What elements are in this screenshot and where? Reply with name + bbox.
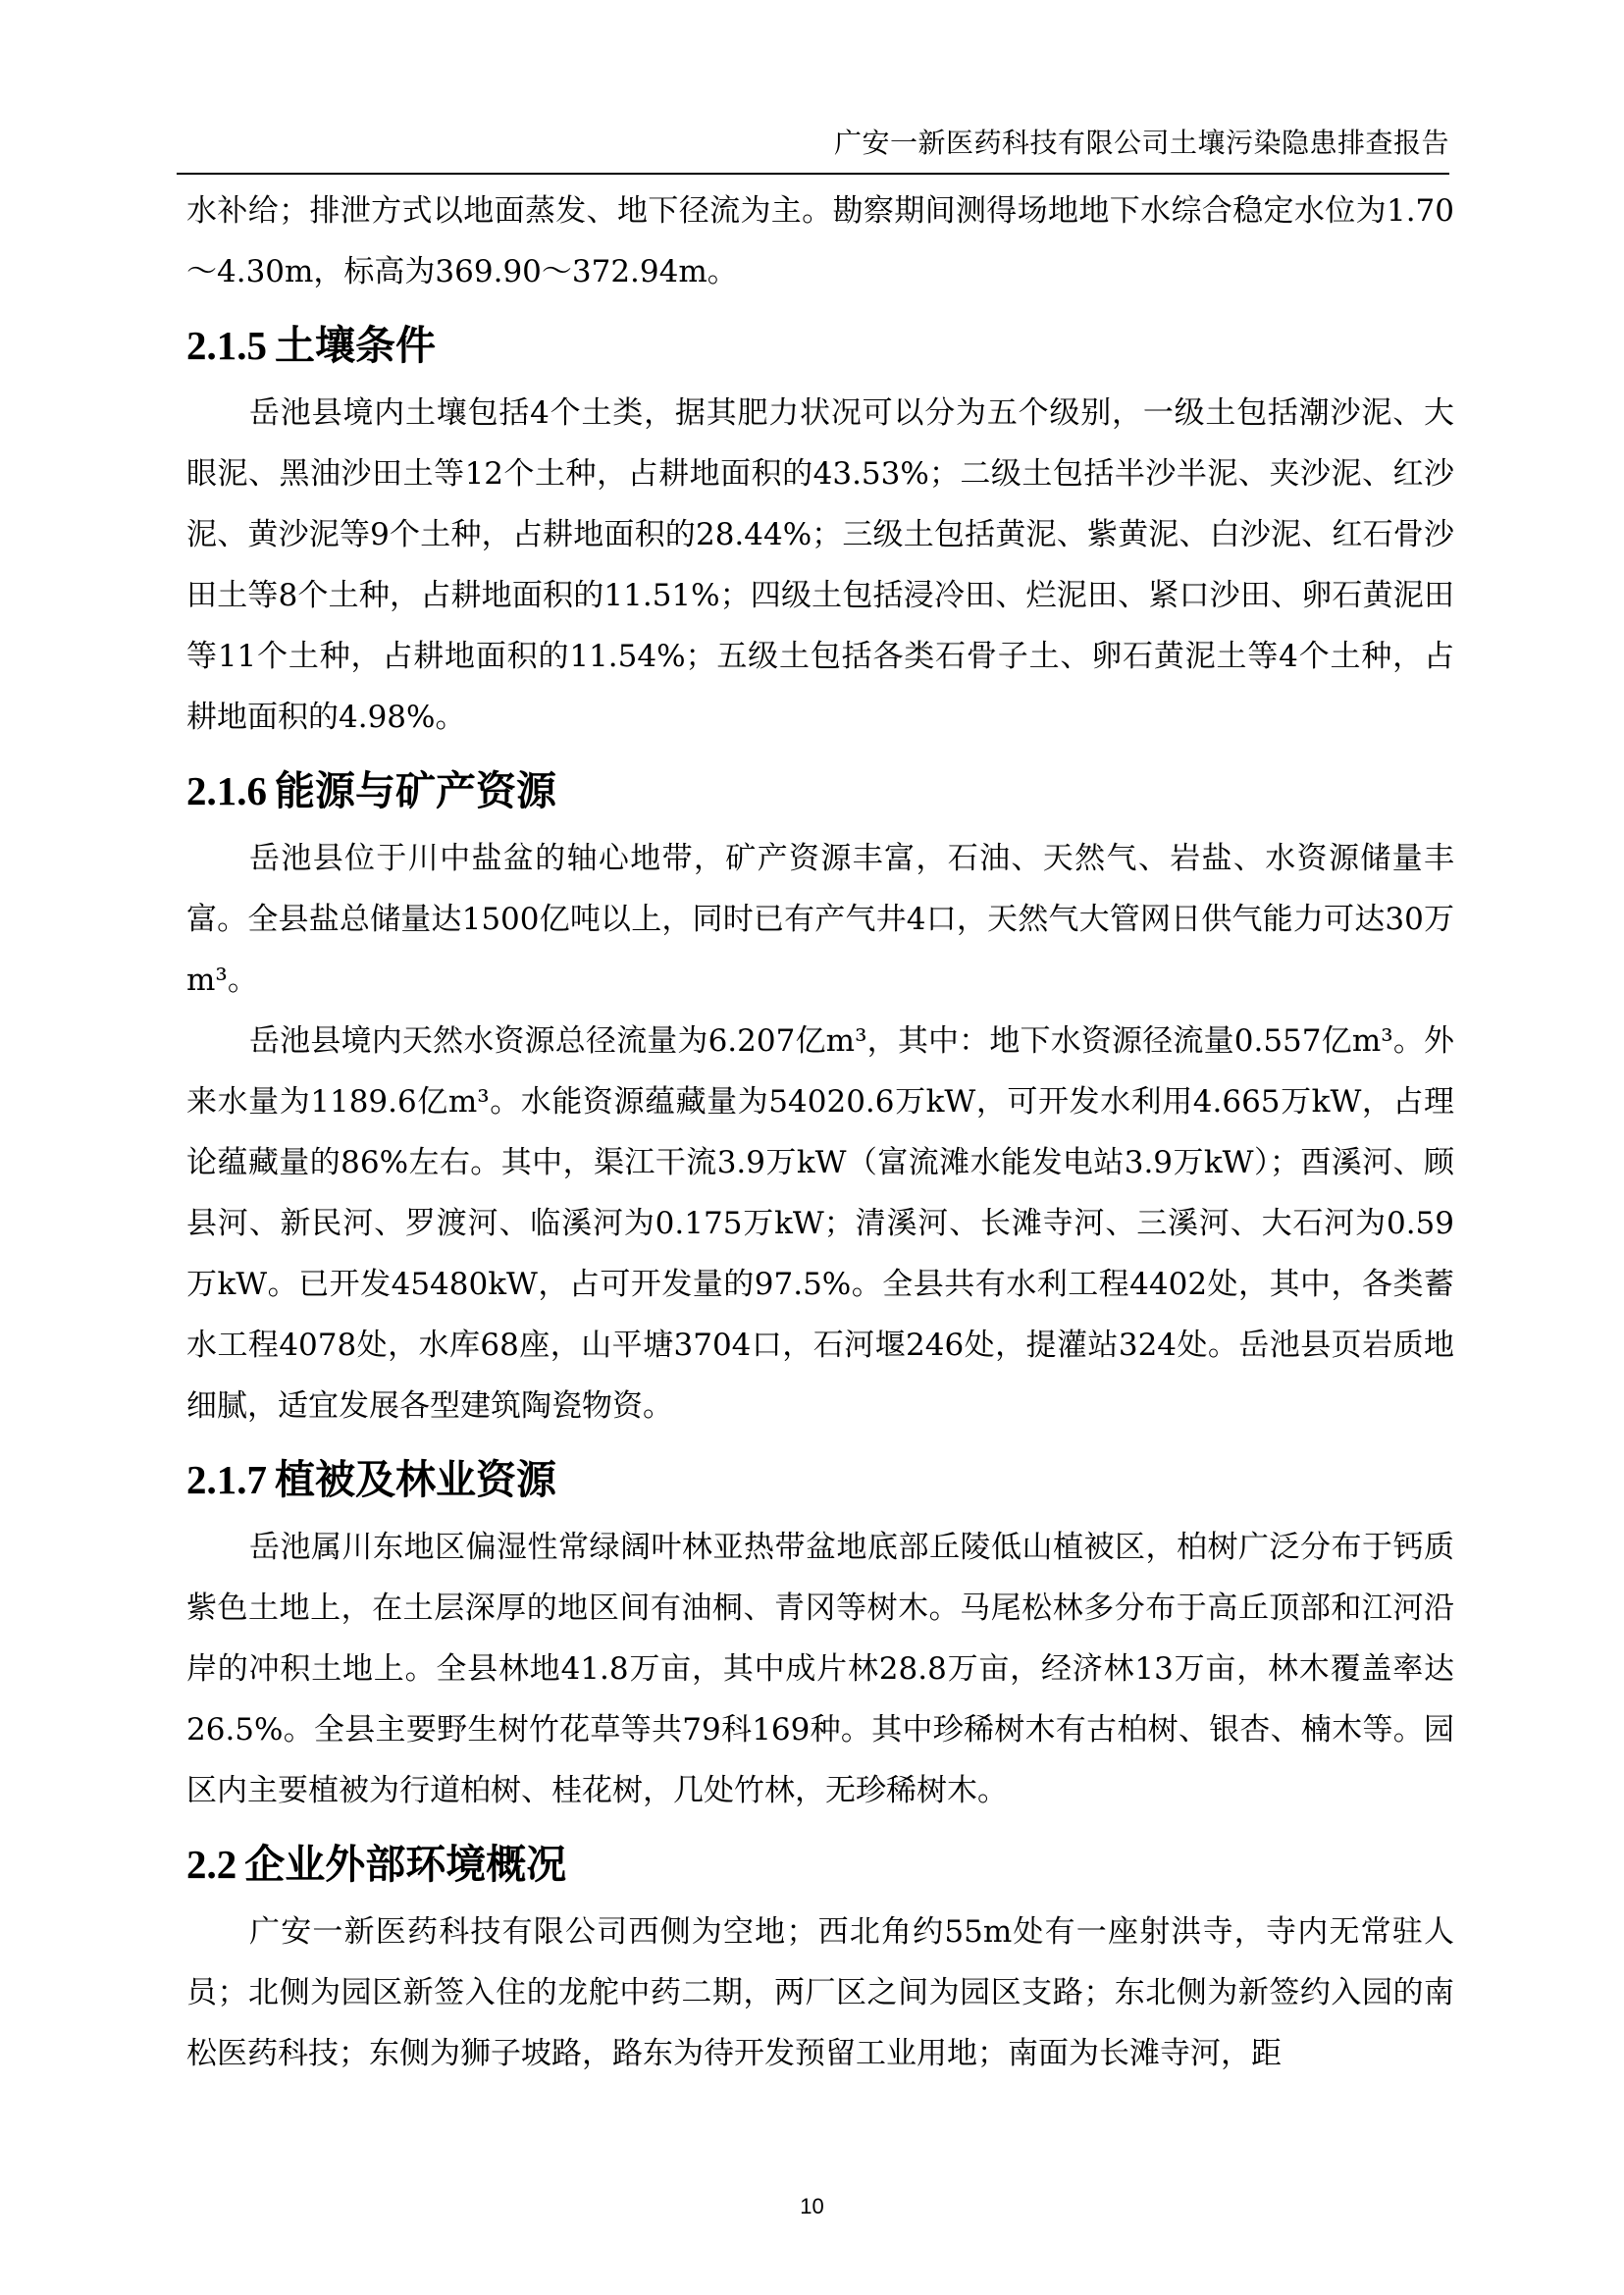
section-number: 2.1.5 — [186, 323, 267, 368]
paragraph-energy-minerals: 岳池县位于川中盐盆的轴心地带，矿产资源丰富，石油、天然气、岩盐、水资源储量丰富。全县盐总储量达1500亿吨以上，同时已有产气井4口，天然气大管网日供气能力可达30万m³。 — [186, 841, 1454, 998]
paragraph-external-environment: 广安一新医药科技有限公司西侧为空地；西北角约55m处有一座射洪寺，寺内无常驻人员；北侧为园区新签入住的龙舵中药二期，两厂区之间为园区支路；东北侧为新签约入园的南松医药科技；东侧为狮子坡路，路东为待开发预留工业用地；南面为长滩寺河，距 — [186, 1914, 1454, 2071]
paragraph-energy-water: 岳池县境内天然水资源总径流量为6.207亿m³，其中：地下水资源径流量0.557亿m³。外来水量为1189.6亿m³。水能资源蕴藏量为54020.6万kW，可开发水利用4.665万kW，占理论蕴藏量的86%左右。其中，渠江干流3.9万kW（富流滩水能发电站3.9万kW）；酉溪河、顾县河、新民河、罗渡河、临溪河为0.175万kW；清溪河、长滩寺河、三溪河、大石河为0.59万kW。已开发45480kW，占可开发量的97.5%。全县共有水利工程4402处，其中，各类蓄水工程4078处，水库68座，山平塘3704口，石河堰246处，提灌站324处。岳池县页岩质地细腻，适宜发展各型建筑陶瓷物资。 — [186, 1023, 1454, 1424]
section-number: 2.1.6 — [186, 768, 267, 813]
paragraph-soil: 岳池县境内土壤包括4个土类，据其肥力状况可以分为五个级别，一级土包括潮沙泥、大眼泥、黑油沙田土等12个土种，占耕地面积的43.53%；二级土包括半沙半泥、夹沙泥、红沙泥、黄沙泥等9个土种，占耕地面积的28.44%；三级土包括黄泥、紫黄泥、白沙泥、红石骨沙田土等8个土种，占耕地面积的11.51%；四级土包括浸冷田、烂泥田、紧口沙田、卵石黄泥田等11个土种，占耕地面积的11.54%；五级土包括各类石骨子土、卵石黄泥土等4个土种，占耕地面积的4.98%。 — [186, 395, 1454, 735]
page-body — [186, 181, 1454, 2084]
section-heading-vegetation — [186, 1450, 1454, 1509]
paragraph-continued: 水补给；排泄方式以地面蒸发、地下径流为主。勘察期间测得场地地下水综合稳定水位为1.70～4.30m，标高为369.90～372.94m。 — [186, 193, 1454, 289]
section-title: 土壤条件 — [275, 322, 436, 369]
section-title: 企业外部环境概况 — [244, 1841, 567, 1888]
running-header: 广安一新医药科技有限公司土壤污染隐患排查报告 — [833, 127, 1449, 159]
section-heading-external-environment — [186, 1835, 1454, 1894]
section-title: 能源与矿产资源 — [275, 767, 556, 814]
section-title: 植被及林业资源 — [275, 1456, 556, 1503]
section-number: 2.1.7 — [186, 1457, 267, 1502]
paragraph-vegetation: 岳池属川东地区偏湿性常绿阔叶林亚热带盆地底部丘陵低山植被区，柏树广泛分布于钙质紫色土地上，在土层深厚的地区间有油桐、青冈等树木。马尾松林多分布于高丘顶部和江河沿岸的冲积土地上。全县林地41.8万亩，其中成片林28.8万亩，经济林13万亩，林木覆盖率达26.5%。全县主要野生树竹花草等共79科169种。其中珍稀树木有古柏树、银杏、楠木等。园区内主要植被为行道柏树、桂花树，几处竹林，无珍稀树木。 — [186, 1530, 1454, 1808]
section-heading-energy — [186, 761, 1454, 820]
header-rule — [177, 173, 1449, 175]
page-number: 10 — [800, 2194, 824, 2218]
section-heading-soil — [186, 316, 1454, 375]
section-number: 2.2 — [186, 1842, 237, 1887]
